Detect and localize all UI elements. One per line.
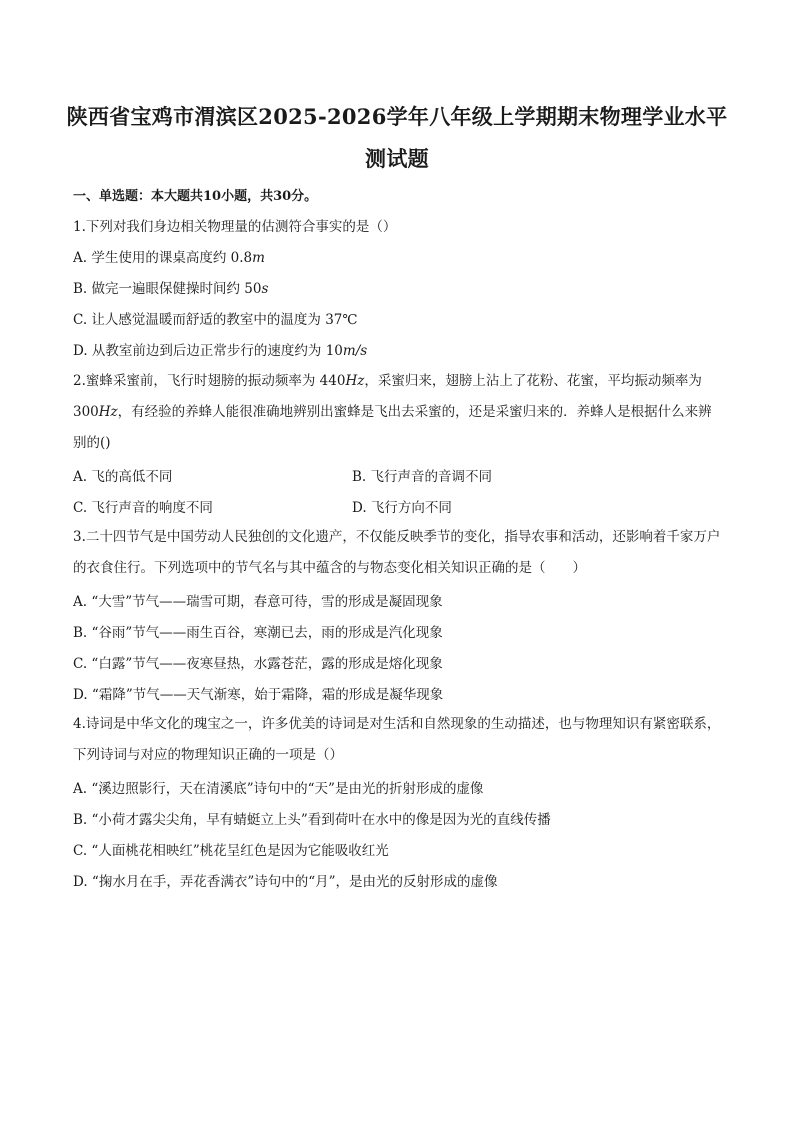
- option-text: A. 学生使用的课桌高度约 0.8: [73, 250, 253, 266]
- question-1-option-c: C. 让人感觉温暖而舒适的教室中的温度为 37℃: [73, 312, 358, 328]
- stem-part: 2.蜜蜂采蜜前，飞行时翅膀的振动频率为 440: [73, 373, 346, 389]
- question-1-option-b: [73, 280, 268, 298]
- exam-title-line1: 陕西省宝鸡市渭滨区2025-2026学年八年级上学期期末物理学业水平: [66, 104, 728, 129]
- question-4-option-c: C. “人面桃花相映红”桃花呈红色是因为它能吸收红光: [73, 843, 389, 859]
- stem-part: ，有经验的养蜂人能很准确地辨别出蜜蜂是飞出去采蜜的，还是采蜜归来的．养蜂人是根据什么来辨别的(): [73, 404, 712, 451]
- stem-unit: Hz: [345, 373, 365, 389]
- question-1-option-a: [73, 249, 265, 267]
- question-1-option-d: [73, 342, 367, 360]
- question-4-option-b: B. “小荷才露尖尖角，早有蜻蜓立上头”看到荷叶在水中的像是因为光的直线传播: [73, 812, 551, 828]
- option-unit: m/s: [342, 343, 368, 359]
- question-3-option-b: B. “谷雨”节气——雨生百谷，寒潮已去，雨的形成是汽化现象: [73, 625, 443, 641]
- question-1-stem: 1.下列对我们身边相关物理量的估测符合事实的是（）: [73, 219, 397, 235]
- option-unit: s: [261, 281, 269, 297]
- question-2-stem: [73, 366, 723, 459]
- question-2-option-d: D. 飞行方向不同: [352, 500, 452, 516]
- question-4-stem: 4.诗词是中华文化的瑰宝之一，许多优美的诗词是对生活和自然现象的生动描述，也与物理知识有紧密联系，下列诗词与对应的物理知识正确的一项是（）: [73, 716, 721, 763]
- question-3-stem: 3.二十四节气是中国劳动人民独创的文化遗产，不仅能反映季节的变化，指导农事和活动，还影响着千家万户的衣食住行。下列选项中的节气名与其中蕴含的与物态变化相关知识正确的是（ ）: [73, 529, 721, 576]
- question-4-option-a: A. “溪边照影行，天在清溪底”诗句中的“天”是由光的折射形成的虚像: [73, 781, 484, 797]
- question-4-option-d: D. “掬水月在手，弄花香满衣”诗句中的“月”，是由光的反射形成的虚像: [73, 874, 498, 890]
- question-3-option-c: C. “白露”节气——夜寒昼热，水露苍茫，露的形成是熔化现象: [73, 656, 443, 672]
- stem-unit: Hz: [98, 404, 118, 420]
- option-text: B. 做完一遍眼保健操时间约 50: [73, 281, 262, 297]
- option-unit: m: [252, 250, 265, 266]
- question-2-option-a: A. 飞的高低不同: [73, 469, 173, 485]
- section-heading: 一、单选题：本大题共10小题，共30分。: [73, 189, 318, 204]
- question-2-option-c: C. 飞行声音的响度不同: [73, 500, 213, 516]
- question-3-option-d: D. “霜降”节气——天气渐寒，始于霜降，霜的形成是凝华现象: [73, 687, 444, 703]
- stem-part: 300: [73, 404, 99, 420]
- option-text: D. 从教室前边到后边正常步行的速度约为 10: [73, 343, 343, 359]
- stem-part: ，采蜜归来，翅膀上沾上了花粉、花蜜，平均振动频率为: [364, 373, 702, 389]
- question-3-option-a: A. “大雪”节气——瑞雪可期，春意可待，雪的形成是凝固现象: [73, 594, 443, 610]
- question-2-option-b: B. 飞行声音的音调不同: [352, 469, 493, 485]
- exam-title-line2: 测试题: [365, 146, 429, 171]
